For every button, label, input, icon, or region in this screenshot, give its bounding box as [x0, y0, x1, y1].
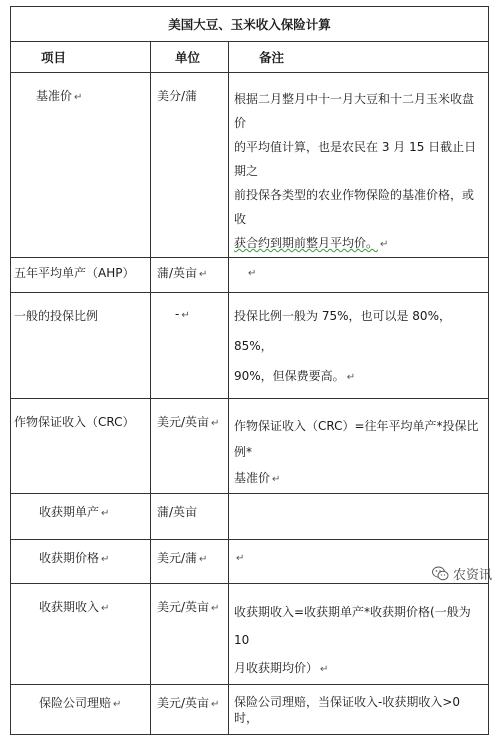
note-line: 前投保各类型的农业作物保险的基准价格，或收 — [234, 188, 475, 226]
unit-cell — [151, 540, 229, 584]
return-mark-icon: ↵ — [113, 699, 122, 710]
unit-cell — [151, 293, 229, 399]
note-cell — [229, 685, 489, 735]
item-label: 一般的投保比例 — [14, 309, 99, 323]
wechat-icon — [432, 566, 449, 581]
unit-label: 蒲/英亩 — [157, 266, 198, 280]
unit-label: 美元/英亩 — [157, 600, 210, 614]
watermark — [432, 564, 492, 583]
note-cell — [229, 399, 489, 494]
note-line: 获合约到期前整月平均价。 — [234, 236, 379, 250]
unit-cell — [151, 258, 229, 293]
unit-label: 美分/蒲 — [157, 89, 198, 103]
item-label: 作物保证收入（CRC） — [14, 415, 135, 429]
return-mark-icon: ↵ — [101, 554, 110, 565]
table-row — [11, 258, 489, 293]
table-row — [11, 293, 489, 399]
return-mark-icon: ↵ — [211, 699, 220, 710]
item-label: 收获期收入 — [39, 600, 100, 614]
header-item: 项目 — [11, 42, 151, 73]
header-note: 备注 — [229, 42, 489, 73]
note-cell — [229, 494, 489, 540]
note-line: 90%，但保费要高。 — [234, 369, 345, 383]
unit-label: 蒲/英亩 — [157, 505, 198, 519]
item-label: 基准价 — [36, 89, 73, 103]
note-cell — [229, 584, 489, 685]
item-cell — [11, 584, 151, 685]
unit-cell — [151, 584, 229, 685]
header-row — [11, 42, 489, 73]
return-mark-icon: ↵ — [101, 603, 110, 614]
note-line: 收获期收入=收获期单产*收获期价格(一般为 10 — [234, 605, 471, 647]
unit-cell — [151, 685, 229, 735]
return-mark-icon: ↵ — [101, 508, 110, 519]
unit-cell — [151, 494, 229, 540]
item-cell — [11, 258, 151, 293]
note-line: 基准价 — [234, 471, 271, 485]
table-row — [11, 73, 489, 258]
header-unit: 单位 — [151, 42, 229, 73]
return-mark-icon: ↵ — [199, 269, 208, 280]
item-cell — [11, 73, 151, 258]
note-cell — [229, 293, 489, 399]
item-label: 收获期单产 — [39, 505, 100, 519]
note-line: 作物保证收入（CRC）=往年平均单产*投保比例* — [234, 419, 479, 459]
item-label: 五年平均单产（AHP） — [14, 266, 135, 280]
unit-label: 美元/蒲 — [157, 551, 198, 565]
item-cell — [11, 494, 151, 540]
return-mark-icon: ↵ — [199, 554, 208, 565]
return-mark-icon: ↵ — [346, 372, 356, 383]
table-row — [11, 584, 489, 685]
table-row — [11, 399, 489, 494]
return-mark-icon: ↵ — [248, 268, 257, 279]
note-line: 保险公司理赔，当保证收入-收获期收入>0 时， — [234, 695, 461, 725]
note-line: 根据二月整月中十一月大豆和十二月玉米收盘价 — [234, 92, 475, 130]
unit-cell — [151, 73, 229, 258]
note-line: 投保比例一般为 75%，也可以是 80%，85%， — [234, 309, 451, 353]
title-row — [11, 7, 489, 42]
note-cell — [229, 258, 489, 293]
note-line: 月收获期均价） — [234, 661, 319, 675]
return-mark-icon: ↵ — [181, 310, 190, 321]
table-row — [11, 494, 489, 540]
return-mark-icon: ↵ — [272, 474, 281, 485]
note-line: 的平均值计算，也是农民在 3 月 15 日截止日期之 — [234, 140, 477, 178]
watermark-text: 农资讯 — [452, 568, 492, 583]
unit-label: - — [175, 307, 180, 321]
unit-cell — [151, 399, 229, 494]
note-cell — [229, 73, 489, 258]
return-mark-icon: ↵ — [74, 92, 83, 103]
insurance-table — [10, 6, 489, 735]
return-mark-icon: ↵ — [320, 664, 329, 675]
return-mark-icon: ↵ — [236, 553, 245, 564]
unit-label: 美元/英亩 — [157, 415, 210, 429]
table-title: 美国大豆、玉米收入保险计算 — [11, 7, 489, 42]
unit-label: 美元/英亩 — [157, 696, 210, 710]
item-label: 保险公司理赔 — [39, 696, 112, 710]
table-row — [11, 685, 489, 735]
item-cell — [11, 293, 151, 399]
item-cell — [11, 399, 151, 494]
table-row — [11, 540, 489, 584]
item-label: 收获期价格 — [39, 551, 100, 565]
return-mark-icon: ↵ — [211, 603, 220, 614]
return-mark-icon: ↵ — [211, 418, 220, 429]
item-cell — [11, 685, 151, 735]
return-mark-icon: ↵ — [380, 239, 389, 250]
item-cell — [11, 540, 151, 584]
